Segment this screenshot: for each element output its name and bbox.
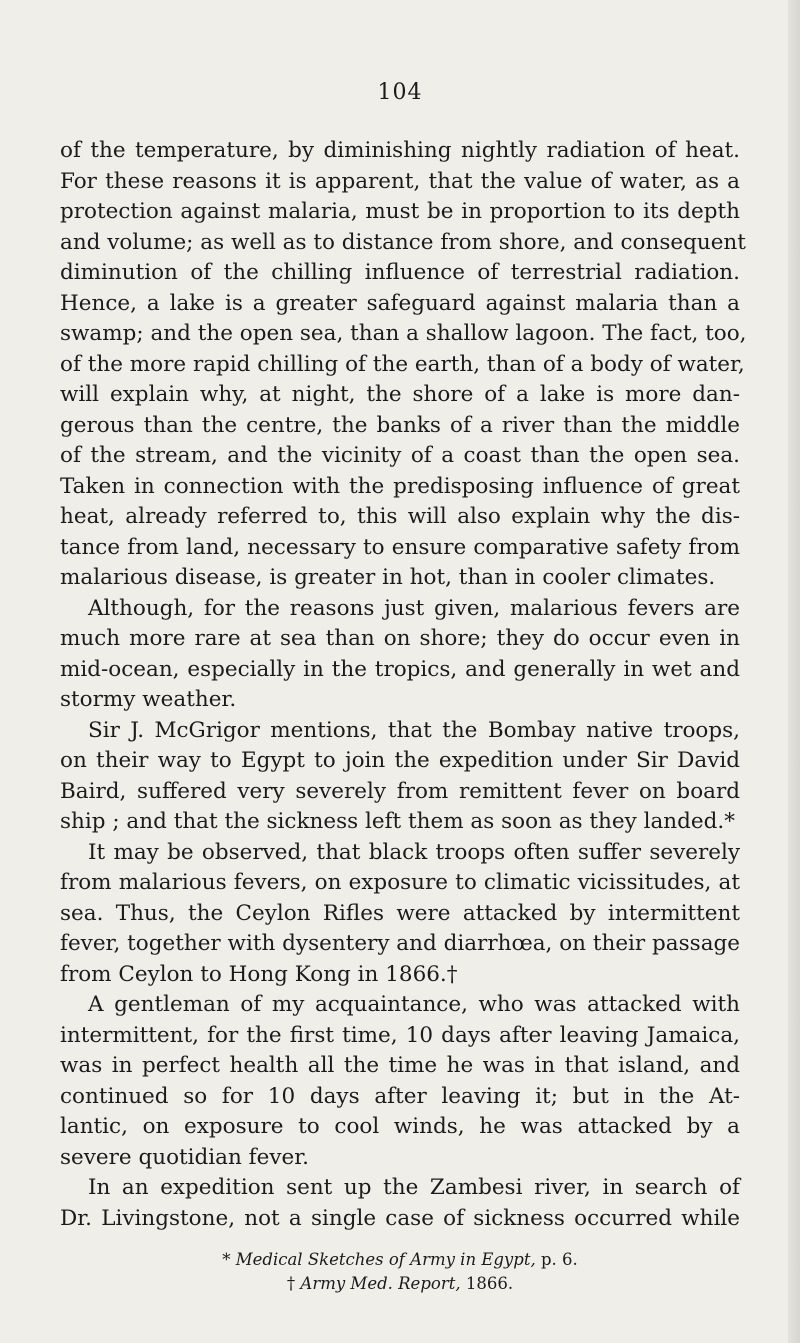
footnote <box>0 1272 800 1296</box>
text-line: much more rare at sea than on shore; they do occur even in <box>60 626 740 651</box>
text-line: tance from land, necessary to ensure comparative safety from <box>60 534 740 560</box>
text-line: of the stream, and the vicinity of a coast than the open sea. <box>60 443 740 468</box>
text-line: Baird, suffered very severely from remittent fever on board <box>60 778 740 804</box>
text-line: protection against malaria, must be in proportion to its depth <box>60 199 740 224</box>
text-line: heat, already referred to, this will also explain why the dis- <box>60 504 740 529</box>
text-line: Dr. Livingstone, not a single case of sickness occurred while <box>60 1205 740 1231</box>
footnote <box>0 1248 800 1272</box>
text-line: from Ceylon to Hong Kong in 1866.† <box>60 961 458 987</box>
text-line: malarious disease, is greater in hot, than in cooler climates. <box>60 565 716 590</box>
text-line: and volume; as well as to distance from shore, and consequent <box>60 229 746 255</box>
body-text <box>60 136 747 1234</box>
text-line: swamp; and the open sea, than a shallow lagoon. The fact, too, <box>60 321 747 346</box>
text-line: stormy weather. <box>60 687 237 712</box>
text-line: fever, together with dysentery and diarrhœa, on their passage <box>60 931 740 956</box>
text-line: It may be observed, that black troops often suffer severely <box>88 839 740 865</box>
text-line: continued so for 10 days after leaving it; but in the At- <box>60 1083 740 1109</box>
text-line: from malarious fevers, on exposure to climatic vicissitudes, at <box>60 870 740 895</box>
footnotes <box>0 1248 800 1296</box>
text-line: lantic, on exposure to cool winds, he was attacked by a <box>60 1114 740 1139</box>
text-line: Although, for the reasons just given, malarious fevers are <box>88 595 740 621</box>
text-line: Sir J. McGrigor mentions, that the Bombay native troops, <box>88 717 740 743</box>
footnote-text: Army Med. Report, <box>300 1274 461 1293</box>
footnote-mark: * <box>222 1250 231 1269</box>
footnote-ref: 1866. <box>465 1274 514 1293</box>
text-line: severe quotidian fever. <box>60 1144 309 1170</box>
text-line: mid-ocean, especially in the tropics, and generally in wet and <box>60 656 740 682</box>
text-line: In an expedition sent up the Zambesi river, in search of <box>88 1175 740 1200</box>
text-line: intermittent, for the first time, 10 days after leaving Jamaica, <box>60 1022 740 1048</box>
text-line: ship ; and that the sickness left them as soon as they landed.* <box>60 809 735 834</box>
text-line: A gentleman of my acquaintance, who was attacked with <box>88 992 740 1017</box>
text-line: was in perfect health all the time he was in that island, and <box>60 1053 740 1078</box>
footnote-text: Medical Sketches of Army in Egypt, <box>235 1250 536 1269</box>
page-number: 104 <box>377 80 423 105</box>
footnote-ref: p. 6. <box>540 1250 578 1269</box>
text-line: of the more rapid chilling of the earth, than of a body of water, <box>60 351 745 377</box>
text-line: will explain why, at night, the shore of a lake is more dan- <box>60 382 740 407</box>
text-line: of the temperature, by diminishing nightly radiation of heat. <box>60 138 740 163</box>
text-line: sea. Thus, the Ceylon Rifles were attacked by intermittent <box>60 900 740 926</box>
text-line: Taken in connection with the predisposing influence of great <box>60 473 740 499</box>
text-line: on their way to Egypt to join the expedition under Sir David <box>60 748 740 773</box>
text-line: Hence, a lake is a greater safeguard against malaria than a <box>60 290 740 316</box>
text-line: diminution of the chilling influence of terrestrial radiation. <box>60 260 740 285</box>
footnote-mark: † <box>286 1274 296 1293</box>
text-line: For these reasons it is apparent, that the value of water, as a <box>60 168 740 194</box>
page-edge-shadow <box>788 0 800 1343</box>
text-line: gerous than the centre, the banks of a river than the middle <box>60 412 740 438</box>
